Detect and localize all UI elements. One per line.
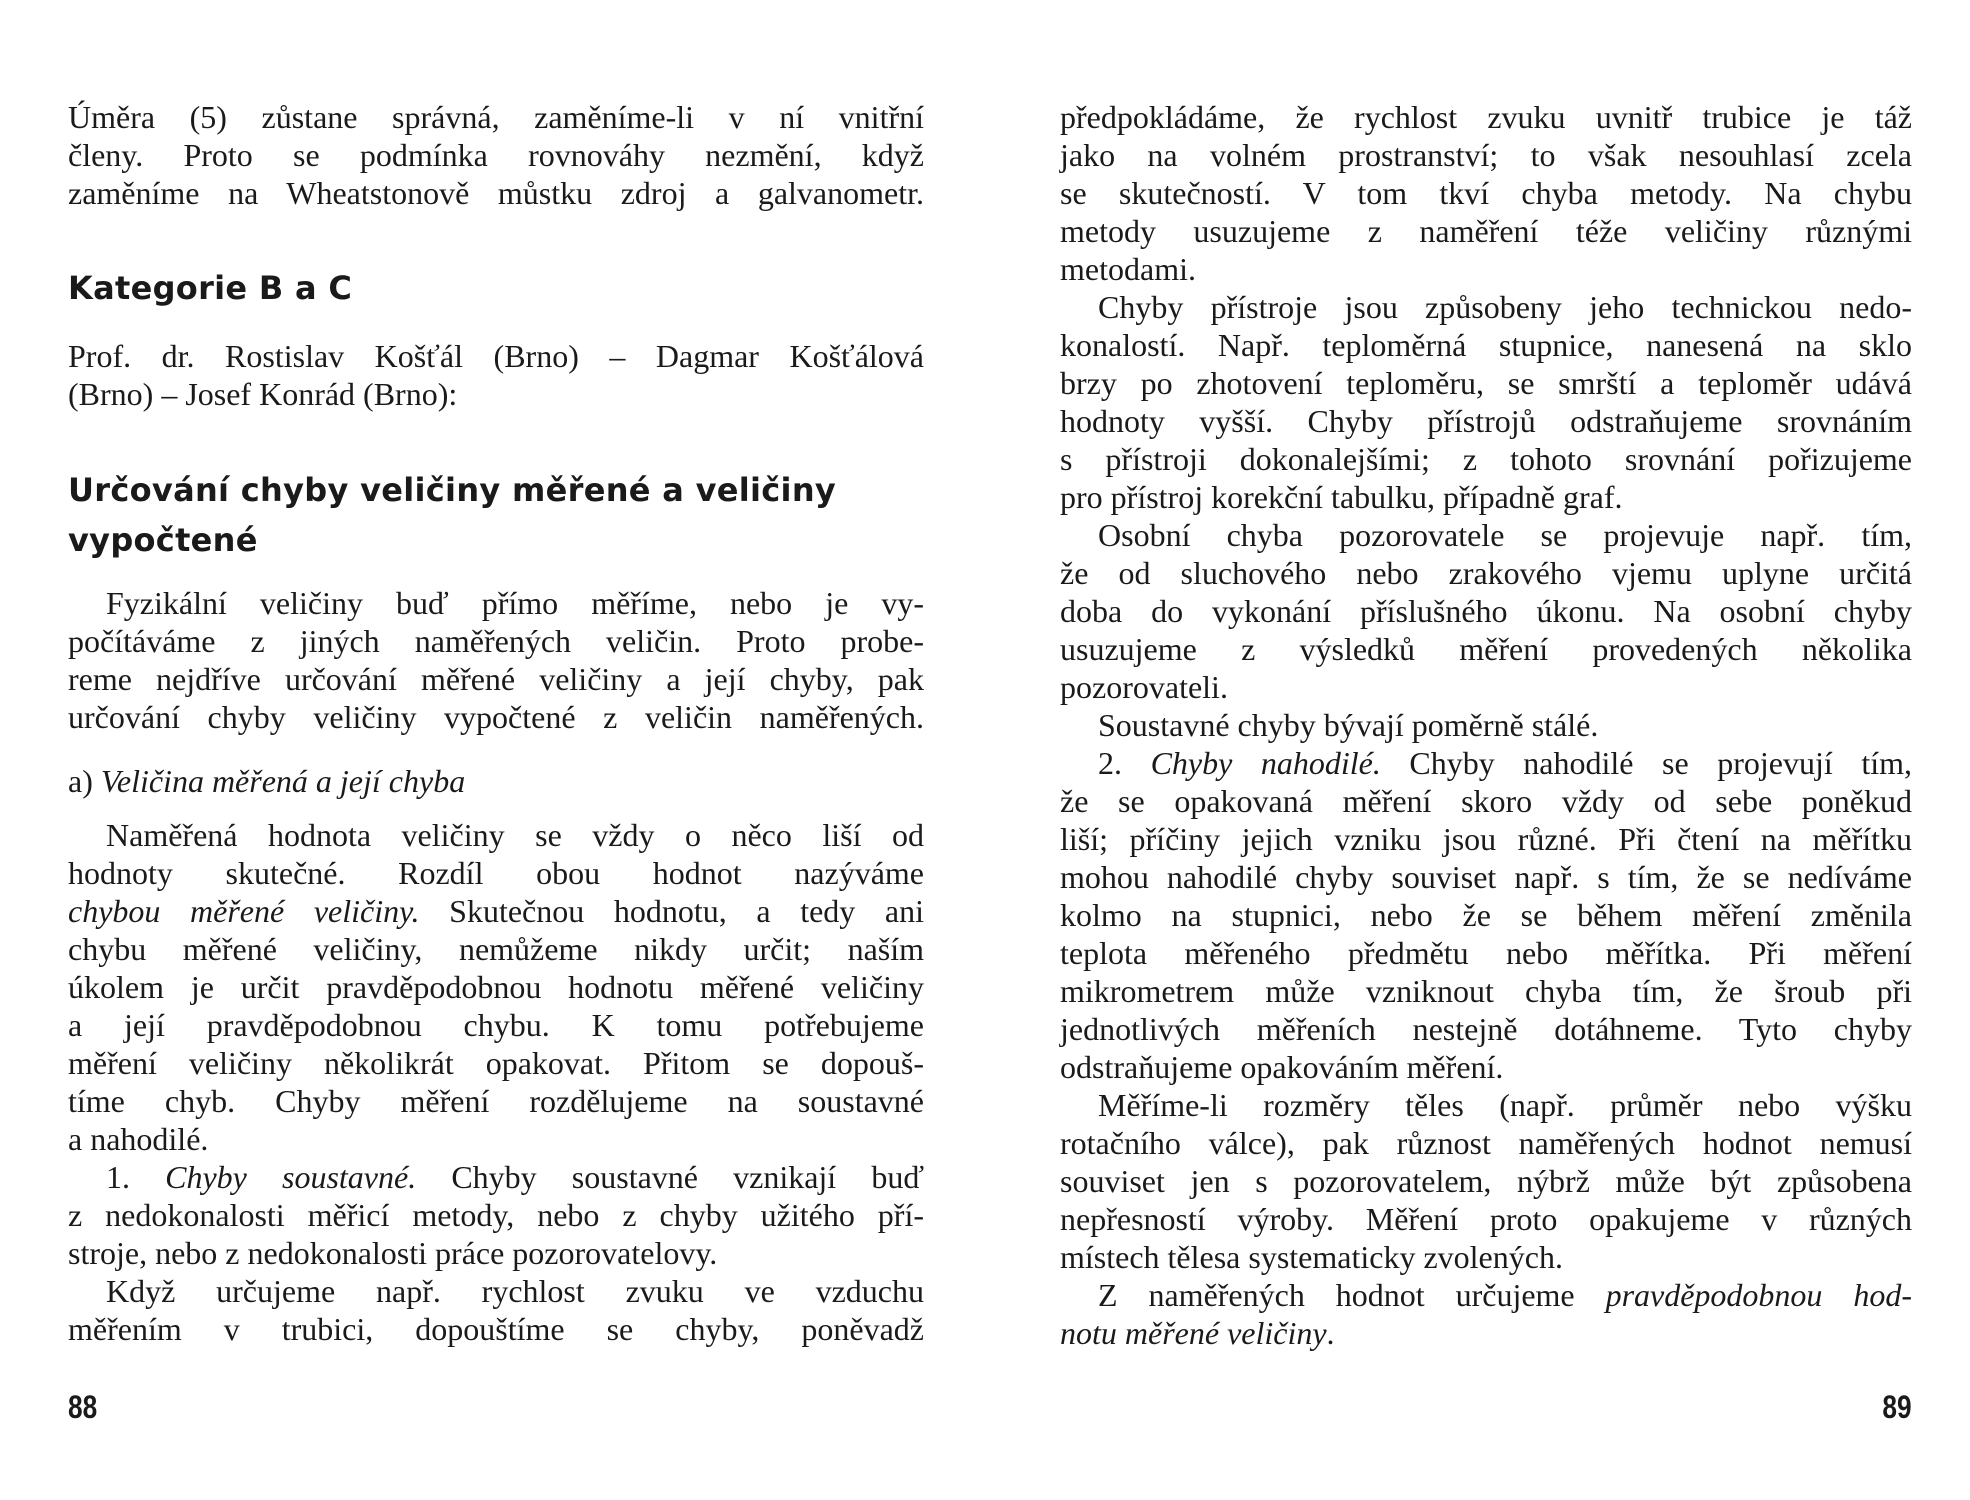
- text-line: Naměřená hodnota veličiny se vždy o něco liší od: [106, 817, 924, 853]
- subsection-heading: a) Veličina měřená a její chyba: [68, 763, 466, 799]
- text-line: teplota měřeného předmětu nebo měřítka. Při měření: [1060, 935, 1912, 971]
- text-line: místech tělesa systematicky zvolených.: [1060, 1239, 1563, 1275]
- text-line: notu měřené veličiny.: [1060, 1315, 1335, 1351]
- text-line: usuzujeme z výsledků měření provedených několika: [1060, 631, 1912, 667]
- text-line: předpokládáme, že rychlost zvuku uvnitř trubice je táž: [1060, 99, 1912, 135]
- text-line: kolmo na stupnici, nebo že se během měření změnila: [1060, 897, 1912, 933]
- text-line: z nedokonalosti měřicí metody, nebo z chyby užitého pří-: [68, 1197, 924, 1233]
- text-line: tíme chyb. Chyby měření rozdělujeme na soustavné: [68, 1083, 924, 1119]
- text-line: konalostí. Např. teploměrná stupnice, nanesená na sklo: [1060, 327, 1912, 363]
- text-line: odstraňujeme opakováním měření.: [1060, 1049, 1504, 1085]
- text-line: brzy po zhotovení teploměru, se smrští a teploměr udává: [1060, 365, 1912, 401]
- paragraph: [68, 584, 924, 736]
- page-number: 89: [1882, 1389, 1912, 1425]
- article-title: Určování chyby veličiny měřené a veličiny vypočtené: [68, 471, 837, 559]
- text-line: Osobní chyba pozorovatele se projevuje např. tím,: [1098, 517, 1912, 553]
- text-line: Měříme-li rozměry těles (např. průměr nebo výšku: [1098, 1087, 1912, 1123]
- text-line: se skutečností. V tom tkví chyba metody. Na chybu: [1060, 175, 1912, 211]
- text-line: metodami.: [1060, 251, 1196, 287]
- left-page: [68, 0, 924, 1500]
- text-line: a nahodilé.: [68, 1121, 209, 1157]
- text-line: mikrometrem může vzniknout chyba tím, že šroub při: [1060, 973, 1912, 1009]
- text-line: pro přístroj korekční tabulku, případně graf.: [1060, 479, 1623, 515]
- text-line: a její pravděpodobnou chybu. K tomu potřebujeme: [68, 1007, 924, 1043]
- text-line: rotačního válce), pak různost naměřených hodnot nemusí: [1060, 1125, 1912, 1161]
- text-line: že od sluchového nebo zrakového vjemu uplyne určitá: [1060, 555, 1912, 591]
- text-line: stroje, nebo z nedokonalosti práce pozorovatelovy.: [68, 1235, 718, 1271]
- text-line: Chyby přístroje jsou způsobeny jeho technickou nedo-: [1098, 289, 1912, 325]
- page-number: 88: [68, 1389, 98, 1425]
- authors-line: [68, 337, 924, 413]
- text-line: Fyzikální veličiny buď přímo měříme, nebo je vy-: [106, 585, 924, 621]
- text-line: úkolem je určit pravděpodobnou hodnotu měřené veličiny: [68, 969, 924, 1005]
- text-line: pozorovateli.: [1060, 669, 1228, 705]
- paragraph: [68, 816, 924, 1348]
- text-line: metody usuzujeme z naměření téže veličiny různými: [1060, 213, 1912, 249]
- text-line: jednotlivých měřeních nestejně dotáhneme. Tyto chyby: [1060, 1011, 1912, 1047]
- text-line: zaměníme na Wheatstonově můstku zdroj a galvanometr.: [68, 175, 924, 211]
- text-line: liší; příčiny jejich vzniku jsou různé. Při čtení na měřítku: [1060, 821, 1912, 857]
- intro-paragraph: [68, 98, 924, 212]
- text-line: počítáváme z jiných naměřených veličin. Proto probe-: [68, 623, 924, 659]
- category-heading: Kategorie B a C: [68, 269, 353, 307]
- text-line: mohou nahodilé chyby souviset např. s tím, že se nedíváme: [1060, 859, 1912, 895]
- text-line: s přístroji dokonalejšími; z tohoto srovnání pořizujeme: [1060, 441, 1912, 477]
- text-line: členy. Proto se podmínka rovnováhy nezmění, když: [68, 137, 924, 173]
- text-line: doba do vykonání příslušného úkonu. Na osobní chyby: [1060, 593, 1912, 629]
- text-line: 1. Chyby soustavné. Chyby soustavné vznikají buď: [106, 1159, 925, 1195]
- text-line: hodnoty vyšší. Chyby přístrojů odstraňujeme srovnáním: [1060, 403, 1912, 439]
- text-line: 2. Chyby nahodilé. Chyby nahodilé se projevují tím,: [1098, 745, 1913, 781]
- text-line: nepřesností výroby. Měření proto opakujeme v různých: [1060, 1201, 1912, 1237]
- text-line: Z naměřených hodnot určujeme pravděpodobnou hod-: [1098, 1277, 1913, 1313]
- text-line: Soustavné chyby bývají poměrně stálé.: [1098, 707, 1599, 743]
- text-line: hodnoty skutečné. Rozdíl obou hodnot nazýváme: [68, 855, 924, 891]
- text-line: (Brno) – Josef Konrád (Brno):: [68, 376, 458, 412]
- text-line: Prof. dr. Rostislav Košťál (Brno) – Dagmar Košťálová: [68, 338, 924, 374]
- text-line: měření veličiny několikrát opakovat. Přitom se dopouš-: [68, 1045, 924, 1081]
- text-line: že se opakovaná měření skoro vždy od sebe poněkud: [1060, 783, 1912, 819]
- text-line: Když určujeme např. rychlost zvuku ve vzduchu: [106, 1273, 924, 1309]
- text-line: jako na volném prostranství; to však nesouhlasí zcela: [1060, 137, 1912, 173]
- text-line: Úměra (5) zůstane správná, zaměníme-li v ní vnitřní: [68, 99, 924, 135]
- text-line: reme nejdříve určování měřené veličiny a její chyby, pak: [68, 661, 924, 697]
- paragraph: [1060, 98, 1912, 1352]
- right-page: [1060, 0, 1912, 1500]
- text-line: chybou měřené veličiny. Skutečnou hodnotu, a tedy ani: [68, 893, 925, 929]
- text-line: chybu měřené veličiny, nemůžeme nikdy určit; naším: [68, 931, 924, 967]
- text-line: měřením v trubici, dopouštíme se chyby, poněvadž: [68, 1311, 924, 1347]
- text-line: určování chyby veličiny vypočtené z veličin naměřených.: [68, 699, 924, 735]
- text-line: souviset jen s pozorovatelem, nýbrž může být způsobena: [1060, 1163, 1912, 1199]
